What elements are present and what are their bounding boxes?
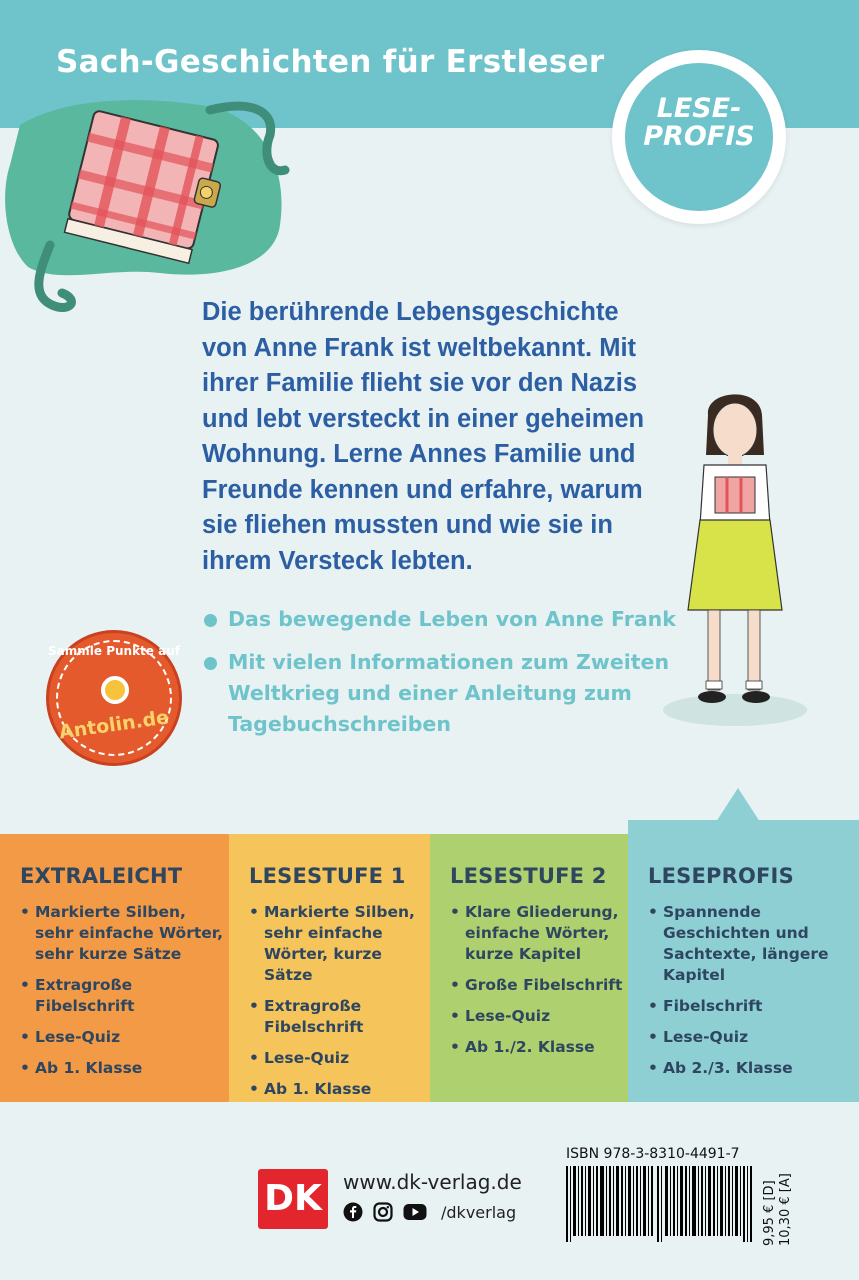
level-item: • Lese-Quiz	[249, 1048, 430, 1069]
level-item: • Klare Gliederung, einfache Wörter, kurze Kapitel	[450, 902, 628, 965]
isbn-text: ISBN 978-3-8310-4491-7	[566, 1146, 740, 1162]
instagram-icon[interactable]	[373, 1202, 393, 1222]
level-extraleicht	[0, 834, 229, 1102]
social-handle: /dkverlag	[441, 1202, 517, 1222]
level-title: LESESTUFE 2	[450, 864, 607, 888]
bullet-icon	[204, 614, 217, 627]
level-leseprofis	[628, 820, 859, 1102]
series-title: Sach-Geschichten für Erstleser	[56, 44, 605, 80]
facebook-icon[interactable]	[343, 1202, 363, 1222]
blurb-line: von Anne Frank ist weltbekannt. Mit	[202, 333, 637, 362]
price-block	[762, 1150, 858, 1246]
feature-item: Mit vielen Informationen zum Zweiten Weltkrieg und einer Anleitung zum Tagebuchschreiben	[202, 647, 702, 740]
antolin-top-text: Sammle Punkte auf	[48, 644, 180, 658]
website-link[interactable]: www.dk-verlag.de	[343, 1170, 522, 1194]
level-item: • Fibelschrift	[648, 996, 859, 1017]
level-item: • Ab 1. Klasse	[249, 1079, 430, 1100]
level-item: • Lese-Quiz	[648, 1027, 859, 1048]
reading-levels	[0, 834, 859, 1102]
badge-line1: LESE-	[656, 93, 742, 124]
level-item: • Markierte Silben, sehr einfache Wörter, sehr kurze Sätze	[20, 902, 229, 965]
price-de: 9,95 € [D]	[762, 1180, 777, 1246]
description-text	[202, 295, 692, 579]
level-item: • Ab 1. Klasse	[20, 1058, 229, 1079]
level-item: • Markierte Silben, sehr einfache Wörter, kurze Sätze	[249, 902, 430, 986]
bullet-icon	[204, 657, 217, 670]
badge-line2: PROFIS	[643, 121, 755, 152]
price-at: 10,30 € [A]	[778, 1173, 793, 1246]
blurb-line: sie fliehen mussten und wie sie in	[202, 511, 613, 539]
level-title: LESESTUFE 1	[249, 864, 406, 888]
level-item: • Ab 2./3. Klasse	[648, 1058, 859, 1079]
dk-logo: DK	[258, 1169, 328, 1229]
level-item: • Ab 1./2. Klasse	[450, 1037, 628, 1058]
antolin-center-icon	[101, 676, 129, 704]
blurb-line: Die berührende Lebensgeschichte	[202, 298, 619, 326]
antolin-bottom-text: Antolin.de	[57, 706, 171, 744]
blurb-line: Freunde kennen und erfahre, warum	[202, 475, 643, 504]
youtube-icon[interactable]	[403, 1202, 427, 1222]
diary-illustration	[0, 95, 300, 320]
level-title: EXTRALEICHT	[20, 864, 183, 888]
social-links	[343, 1202, 516, 1222]
blurb-line: ihrem Versteck lebten.	[202, 546, 473, 575]
leseprofis-notch	[716, 788, 760, 822]
level-item: • Lese-Quiz	[20, 1027, 229, 1048]
level-item: • Extragroße Fibelschrift	[249, 996, 430, 1038]
level-item: • Lese-Quiz	[450, 1006, 628, 1027]
blurb-line: ihrer Familie flieht sie vor den Nazis	[202, 369, 638, 397]
level-title: LESEPROFIS	[648, 864, 794, 888]
level-item: • Extragroße Fibelschrift	[20, 975, 229, 1017]
level-item: • Spannende Geschichten und Sachtexte, längere Kapitel	[648, 902, 859, 986]
level-item: • Große Fibelschrift	[450, 975, 628, 996]
blurb-line: Wohnung. Lerne Annes Familie und	[202, 440, 636, 468]
feature-list	[202, 604, 702, 752]
feature-item: Das bewegende Leben von Anne Frank	[202, 604, 702, 635]
level-lesestufe-2	[430, 834, 628, 1102]
blurb-line: und lebt versteckt in einer geheimen	[202, 404, 645, 433]
level-lesestufe-1	[229, 834, 430, 1102]
barcode	[566, 1166, 756, 1242]
